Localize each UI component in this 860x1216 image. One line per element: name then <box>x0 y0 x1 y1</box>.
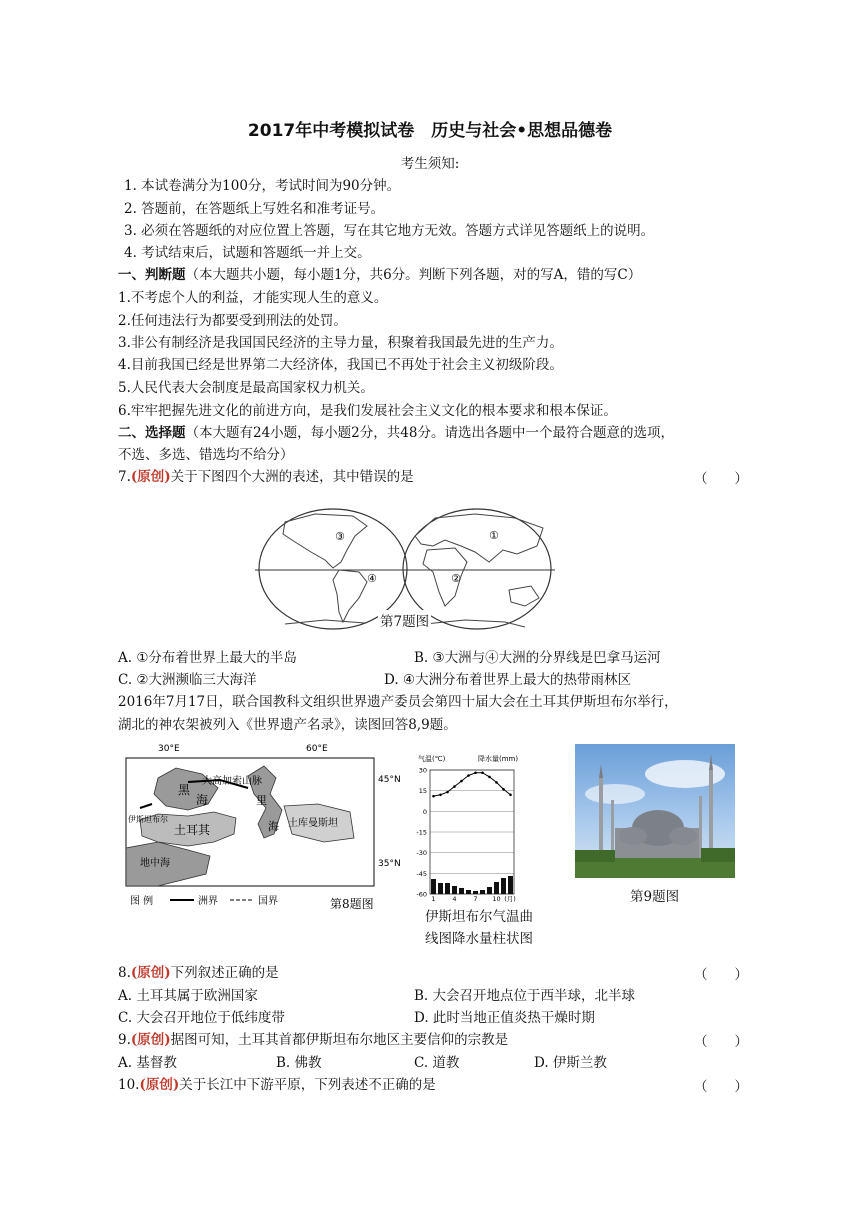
marker-4: ④ <box>367 572 377 585</box>
original-tag: (原创) <box>139 1077 180 1093</box>
legend-item: 洲界 <box>198 896 218 907</box>
option-b: B. 佛教 <box>276 1055 322 1071</box>
judge-item: 4.目前我国已经是世界第二大经济体，我国已不再处于社会主义初级阶段。 <box>118 357 563 373</box>
notice-item: 4. 考试结束后，试题和答题纸一并上交。 <box>124 245 371 261</box>
option-a: A. ①分布着世界上最大的半岛 <box>118 650 297 666</box>
temperature-point <box>460 780 463 783</box>
page-title: 2017年中考模拟试卷 历史与社会•思想品德卷 <box>247 121 613 141</box>
section2-desc-cont: 不选、多选、错选均不给分） <box>118 447 294 463</box>
y-tick-label: -15 <box>416 828 427 837</box>
intro-8-9-cont: 湖北的神农架被列入《世界遗产名录》，读图回答8,9题。 <box>118 717 457 733</box>
judge-item: 6.牢牢把握先进文化的前进方向，是我们发展社会主义文化的根本要求和根本保证。 <box>118 403 617 419</box>
legend-item: 国界 <box>258 896 278 907</box>
answer-paren: （ ） <box>694 1079 748 1095</box>
question-7: 7.(原创)关于下图四个大洲的表述，其中错误的是 <box>118 469 414 485</box>
place-label: 里 <box>256 794 267 807</box>
climate-caption-line1: 伊斯坦布尔气温曲 <box>425 909 533 925</box>
figure-9-caption: 第9题图 <box>630 889 680 905</box>
notice-heading: 考生须知: <box>400 156 460 172</box>
y-tick-label: -30 <box>416 849 427 858</box>
lon-label: 60°E <box>306 744 328 754</box>
original-tag: (原创) <box>130 1032 171 1048</box>
option-b: B. ③大洲与④大洲的分界线是巴拿马运河 <box>414 650 661 666</box>
judge-item: 3.非公有制经济是我国国民经济的主导力量，积聚着我国最先进的生产力。 <box>118 335 563 351</box>
place-label: 土耳其 <box>174 823 211 837</box>
precip-bar <box>501 878 506 894</box>
temperature-point <box>488 776 491 779</box>
place-label: 大高加索山脉 <box>202 776 262 787</box>
temperature-point <box>481 771 484 774</box>
marker-2: ② <box>451 572 461 585</box>
right-axis-label: 降水量(mm) <box>478 755 519 763</box>
temperature-point <box>446 791 449 794</box>
x-tick-label: 7 <box>473 895 478 902</box>
y-tick-label: 30 <box>418 766 427 775</box>
marker-3: ③ <box>335 530 345 543</box>
notice-item: 3. 必须在答题纸的对应位置上答题，写在其它地方无效。答题方式详见答题纸上的说明。 <box>124 223 655 239</box>
option-d: D. 伊斯兰教 <box>534 1055 607 1071</box>
figure-8-caption: 第8题图 <box>330 897 374 911</box>
option-b: B. 大会召开地点位于西半球，北半球 <box>414 988 636 1004</box>
notice-item: 1. 本试卷满分为100分，考试时间为90分钟。 <box>124 178 401 194</box>
answer-paren: （ ） <box>694 471 748 487</box>
section2-desc: （本大题有24小题，每小题2分，共48分。请选出各题中一个最符合题意的选项， <box>185 425 674 441</box>
notice-item: 2. 答题前，在答题纸上写姓名和准考证号。 <box>124 201 385 217</box>
precip-bar <box>487 887 492 894</box>
y-tick-label: 0 <box>422 807 427 816</box>
x-tick-label: 4 <box>452 895 457 902</box>
precip-bar <box>459 888 464 894</box>
judge-item: 5.人民代表大会制度是最高国家权力机关。 <box>118 380 374 396</box>
temperature-point <box>502 788 505 791</box>
x-tick-label: 10 <box>492 895 501 902</box>
precip-bar <box>473 891 478 894</box>
section2-header <box>118 423 674 443</box>
y-tick-label: -45 <box>416 869 427 878</box>
y-tick-label: 15 <box>418 787 427 796</box>
temperature-point <box>509 794 512 797</box>
question-8: 8.(原创)下列叙述正确的是 <box>118 965 279 981</box>
lon-label: 30°E <box>158 744 180 754</box>
answer-paren: （ ） <box>694 967 748 983</box>
answer-paren: （ ） <box>694 1034 748 1050</box>
judge-item: 1.不考虑个人的利益，才能实现人生的意义。 <box>118 290 388 306</box>
option-c: C. ②大洲濒临三大海洋 <box>118 672 257 688</box>
place-label: 地中海 <box>140 858 170 869</box>
left-axis-label: 气温(℃) <box>418 755 446 763</box>
section1-desc: （本大题共小题，每小题1分，共6分。判断下列各题，对的写A，错的写C） <box>185 267 642 283</box>
legend-title: 图 例 <box>130 896 154 907</box>
x-tick-label: 1 <box>431 895 436 902</box>
place-label: 黑 <box>178 783 191 797</box>
precip-bar <box>452 886 457 894</box>
x-tick-label: (月) <box>504 895 516 902</box>
turkey-region-map <box>118 738 408 918</box>
section2-label: 二、选择题 <box>118 425 186 441</box>
option-a: A. 土耳其属于欧洲国家 <box>118 988 258 1004</box>
original-tag: (原创) <box>130 965 171 981</box>
judge-item: 2.任何违法行为都要受到刑法的处罚。 <box>118 313 347 329</box>
climate-caption-line2: 线图降水量柱状图 <box>425 931 533 947</box>
original-tag: (原创) <box>130 469 171 485</box>
question-10: 10.(原创)关于长江中下游平原，下列表述不正确的是 <box>118 1077 436 1093</box>
section1-header <box>118 265 641 285</box>
lat-label: 35°N <box>378 859 401 869</box>
climate-chart <box>408 752 540 902</box>
temperature-line <box>434 773 511 796</box>
temperature-point <box>439 794 442 797</box>
place-label: 伊斯坦布尔 <box>128 815 168 824</box>
option-c: C. 大会召开地位于低纬度带 <box>118 1010 285 1026</box>
precip-bar <box>480 890 485 894</box>
temperature-point <box>474 771 477 774</box>
precip-bar <box>466 890 471 894</box>
precip-bar <box>508 876 513 894</box>
precip-bar <box>494 882 499 894</box>
option-d: D. 此时当地正值炎热干燥时期 <box>414 1010 595 1026</box>
temperature-point <box>453 785 456 788</box>
option-d: D. ④大洲分布着世界上最大的热带雨林区 <box>384 672 632 688</box>
precip-bar <box>438 883 443 894</box>
mosque-photo <box>575 744 735 878</box>
precip-bar <box>431 879 436 894</box>
y-tick-label: -60 <box>416 890 427 899</box>
temperature-point <box>432 795 435 798</box>
place-label: 海 <box>196 793 209 807</box>
section1-label: 一、判断题 <box>118 267 186 283</box>
marker-1: ① <box>489 529 499 542</box>
place-label: 海 <box>268 820 279 833</box>
question-9: 9.(原创)据图可知，土耳其首都伊斯坦布尔地区主要信仰的宗教是 <box>118 1032 509 1048</box>
option-a: A. 基督教 <box>118 1055 177 1071</box>
precip-bar <box>445 883 450 894</box>
option-c: C. 道教 <box>414 1055 460 1071</box>
intro-8-9: 2016年7月17日，联合国教科文组织世界遗产委员会第四十届大会在土耳其伊斯坦布尔举行， <box>118 694 678 710</box>
place-label: 土库曼斯坦 <box>288 818 338 829</box>
temperature-point <box>495 781 498 784</box>
lat-label: 45°N <box>378 775 401 785</box>
temperature-point <box>467 774 470 777</box>
figure-7-caption: 第7题图 <box>378 610 431 630</box>
